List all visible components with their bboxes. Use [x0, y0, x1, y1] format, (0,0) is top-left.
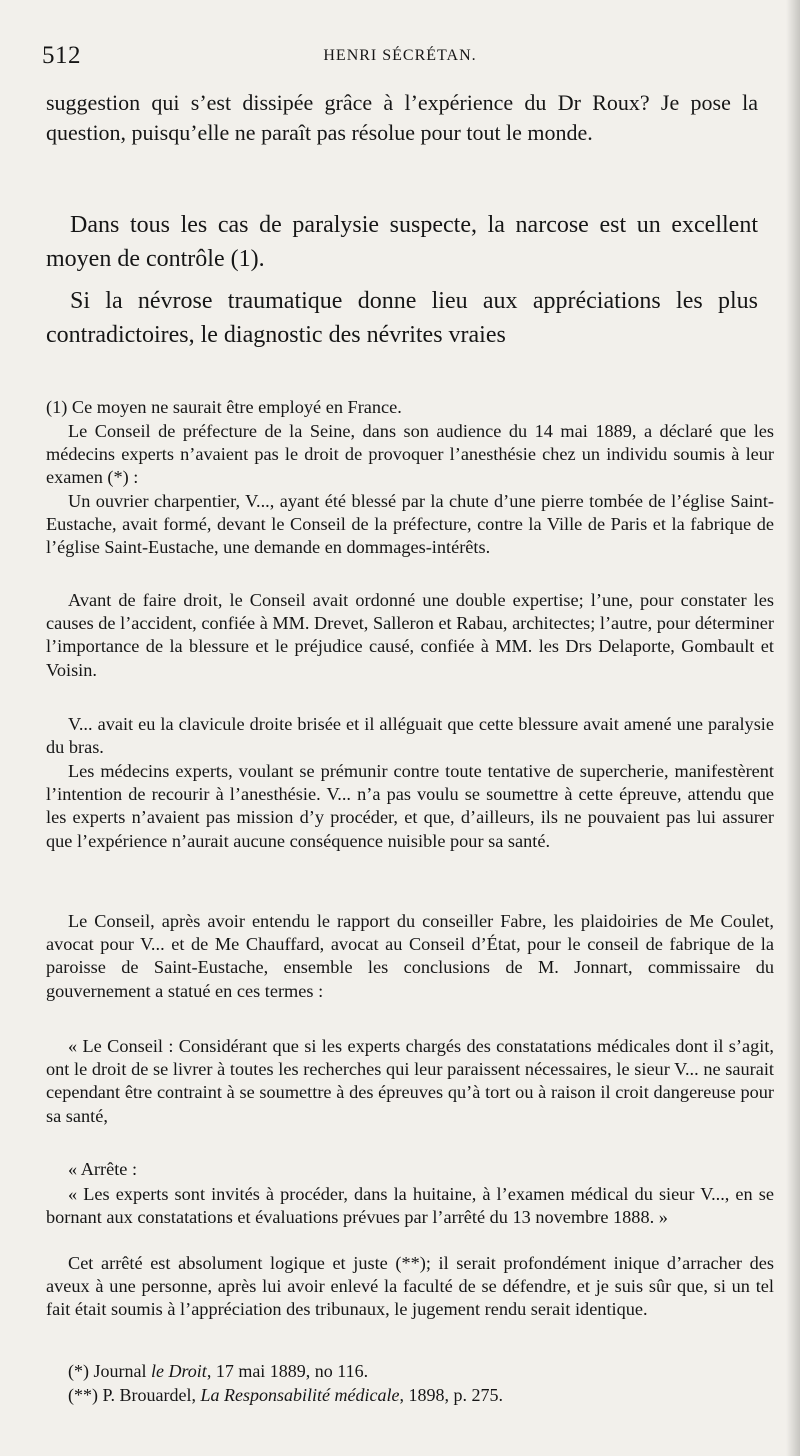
- note-conseil-prefecture: Le Conseil de préfecture de la Seine, dans son audience du 14 mai 1889, a déclaré que les médecins experts n’avaient pas le droit de provoquer l’anesthésie chez un individu soumis à leur examen (*) :: [46, 421, 774, 488]
- footnote-journal-prefix: (*) Journal: [68, 1361, 151, 1381]
- note-experts-invites: « Les experts sont invités à procéder, dans la huitaine, à l’examen médical du sieur V..., en se bornant aux constatations et évaluations prévues par l’arrêté du 13 novembre 1888. »: [46, 1184, 774, 1228]
- note-rapport-conseil: Le Conseil, après avoir entendu le rapport du conseiller Fabre, les plaidoiries de Me Coulet, avocat pour V... et de Me Chauffard, avocat au Conseil d’État, pour le conseil de fabrique de la paroisse de Saint-Eustache, ensemble les conclusions de M. Jonnart, commissaire du gouvernement a statué en ces termes :: [46, 911, 774, 1001]
- footnote-brouardel-suffix: , 1898, p. 275.: [399, 1385, 503, 1405]
- note-medecins-experts: Les médecins experts, voulant se prémunir contre toute tentative de supercherie, manifestèrent l’intention de recourir à l’anesthésie. V... n’a pas voulu se soumettre à cette épreuve, attendu que les experts n’avaient pas mission d’y procéder, et que, d’ailleurs, ils ne pouvaient pas lui assurer que l’expérience n’aurait aucune conséquence nuisible pour sa santé.: [46, 761, 774, 851]
- note-arrete: « Arrête :: [68, 1159, 138, 1179]
- note-arrete-logique: Cet arrêté est absolument logique et juste (**); il serait profondément inique d’arracher des aveux à une personne, après lui avoir enlevé la faculté de se défendre, et je suis sûr que, si un tel fait était soumis à l’appréciation des tribunaux, le jugement rendu serait identique.: [46, 1253, 774, 1320]
- footnote-journal: [68, 1360, 758, 1383]
- note-clavicule: V... avait eu la clavicule droite brisée et il alléguait que cette blessure avait amené une paralysie du bras.: [46, 714, 774, 758]
- running-head: HENRI SÉCRÉTAN.: [323, 47, 477, 64]
- footnote-journal-title: le Droit: [150, 1361, 207, 1381]
- note-ouvrier: Un ouvrier charpentier, V..., ayant été blessé par la chute d’une pierre tombée de l’église Saint-Eustache, avait formé, devant le Conseil de la préfecture, contre la Ville de Paris et la fabrique de l’église Saint-Eustache, une demande en dommages-intérêts.: [46, 491, 774, 558]
- paragraph-suggestion: suggestion qui s’est dissipée grâce à l’expérience du Dr Roux? Je pose la question, puisqu’elle ne paraît pas résolue pour tout le monde.: [46, 90, 758, 145]
- footnote-brouardel-prefix: (**) P. Brouardel,: [68, 1385, 201, 1405]
- paragraph-narcose: Dans tous les cas de paralysie suspecte, la narcose est un excellent moyen de contrôle (1).: [46, 212, 758, 272]
- footnote-brouardel-title: La Responsabilité médicale: [200, 1385, 400, 1405]
- note-france: (1) Ce moyen ne saurait être employé en France.: [46, 397, 402, 417]
- paragraph-nevrose: Si la névrose traumatique donne lieu aux appréciations les plus contradictoires, le diagnostic des névrites vraies: [46, 288, 758, 348]
- note-expertise: Avant de faire droit, le Conseil avait ordonné une double expertise; l’une, pour constater les causes de l’accident, confiée à MM. Drevet, Salleron et Rabau, architectes; l’autre, pour déterminer l’importance de la blessure et le préjudice causé, confiée à MM. les Drs Delaporte, Gombault et Voisin.: [46, 590, 774, 680]
- page-number: 512: [42, 42, 81, 69]
- page-header: [42, 42, 758, 74]
- footnote-journal-suffix: , 17 mai 1889, no 116.: [206, 1361, 369, 1381]
- footnote-brouardel: [68, 1384, 758, 1407]
- note-considerant: « Le Conseil : Considérant que si les experts chargés des constatations médicales dont il s’agit, ont le droit de se livrer à toutes les recherches qui leur paraissent nécessaires, le sieur V... ne saurait cependant être contraint à se soumettre à des épreuves qu’à tort ou à raison il croit dangereuse pour sa santé,: [46, 1036, 774, 1126]
